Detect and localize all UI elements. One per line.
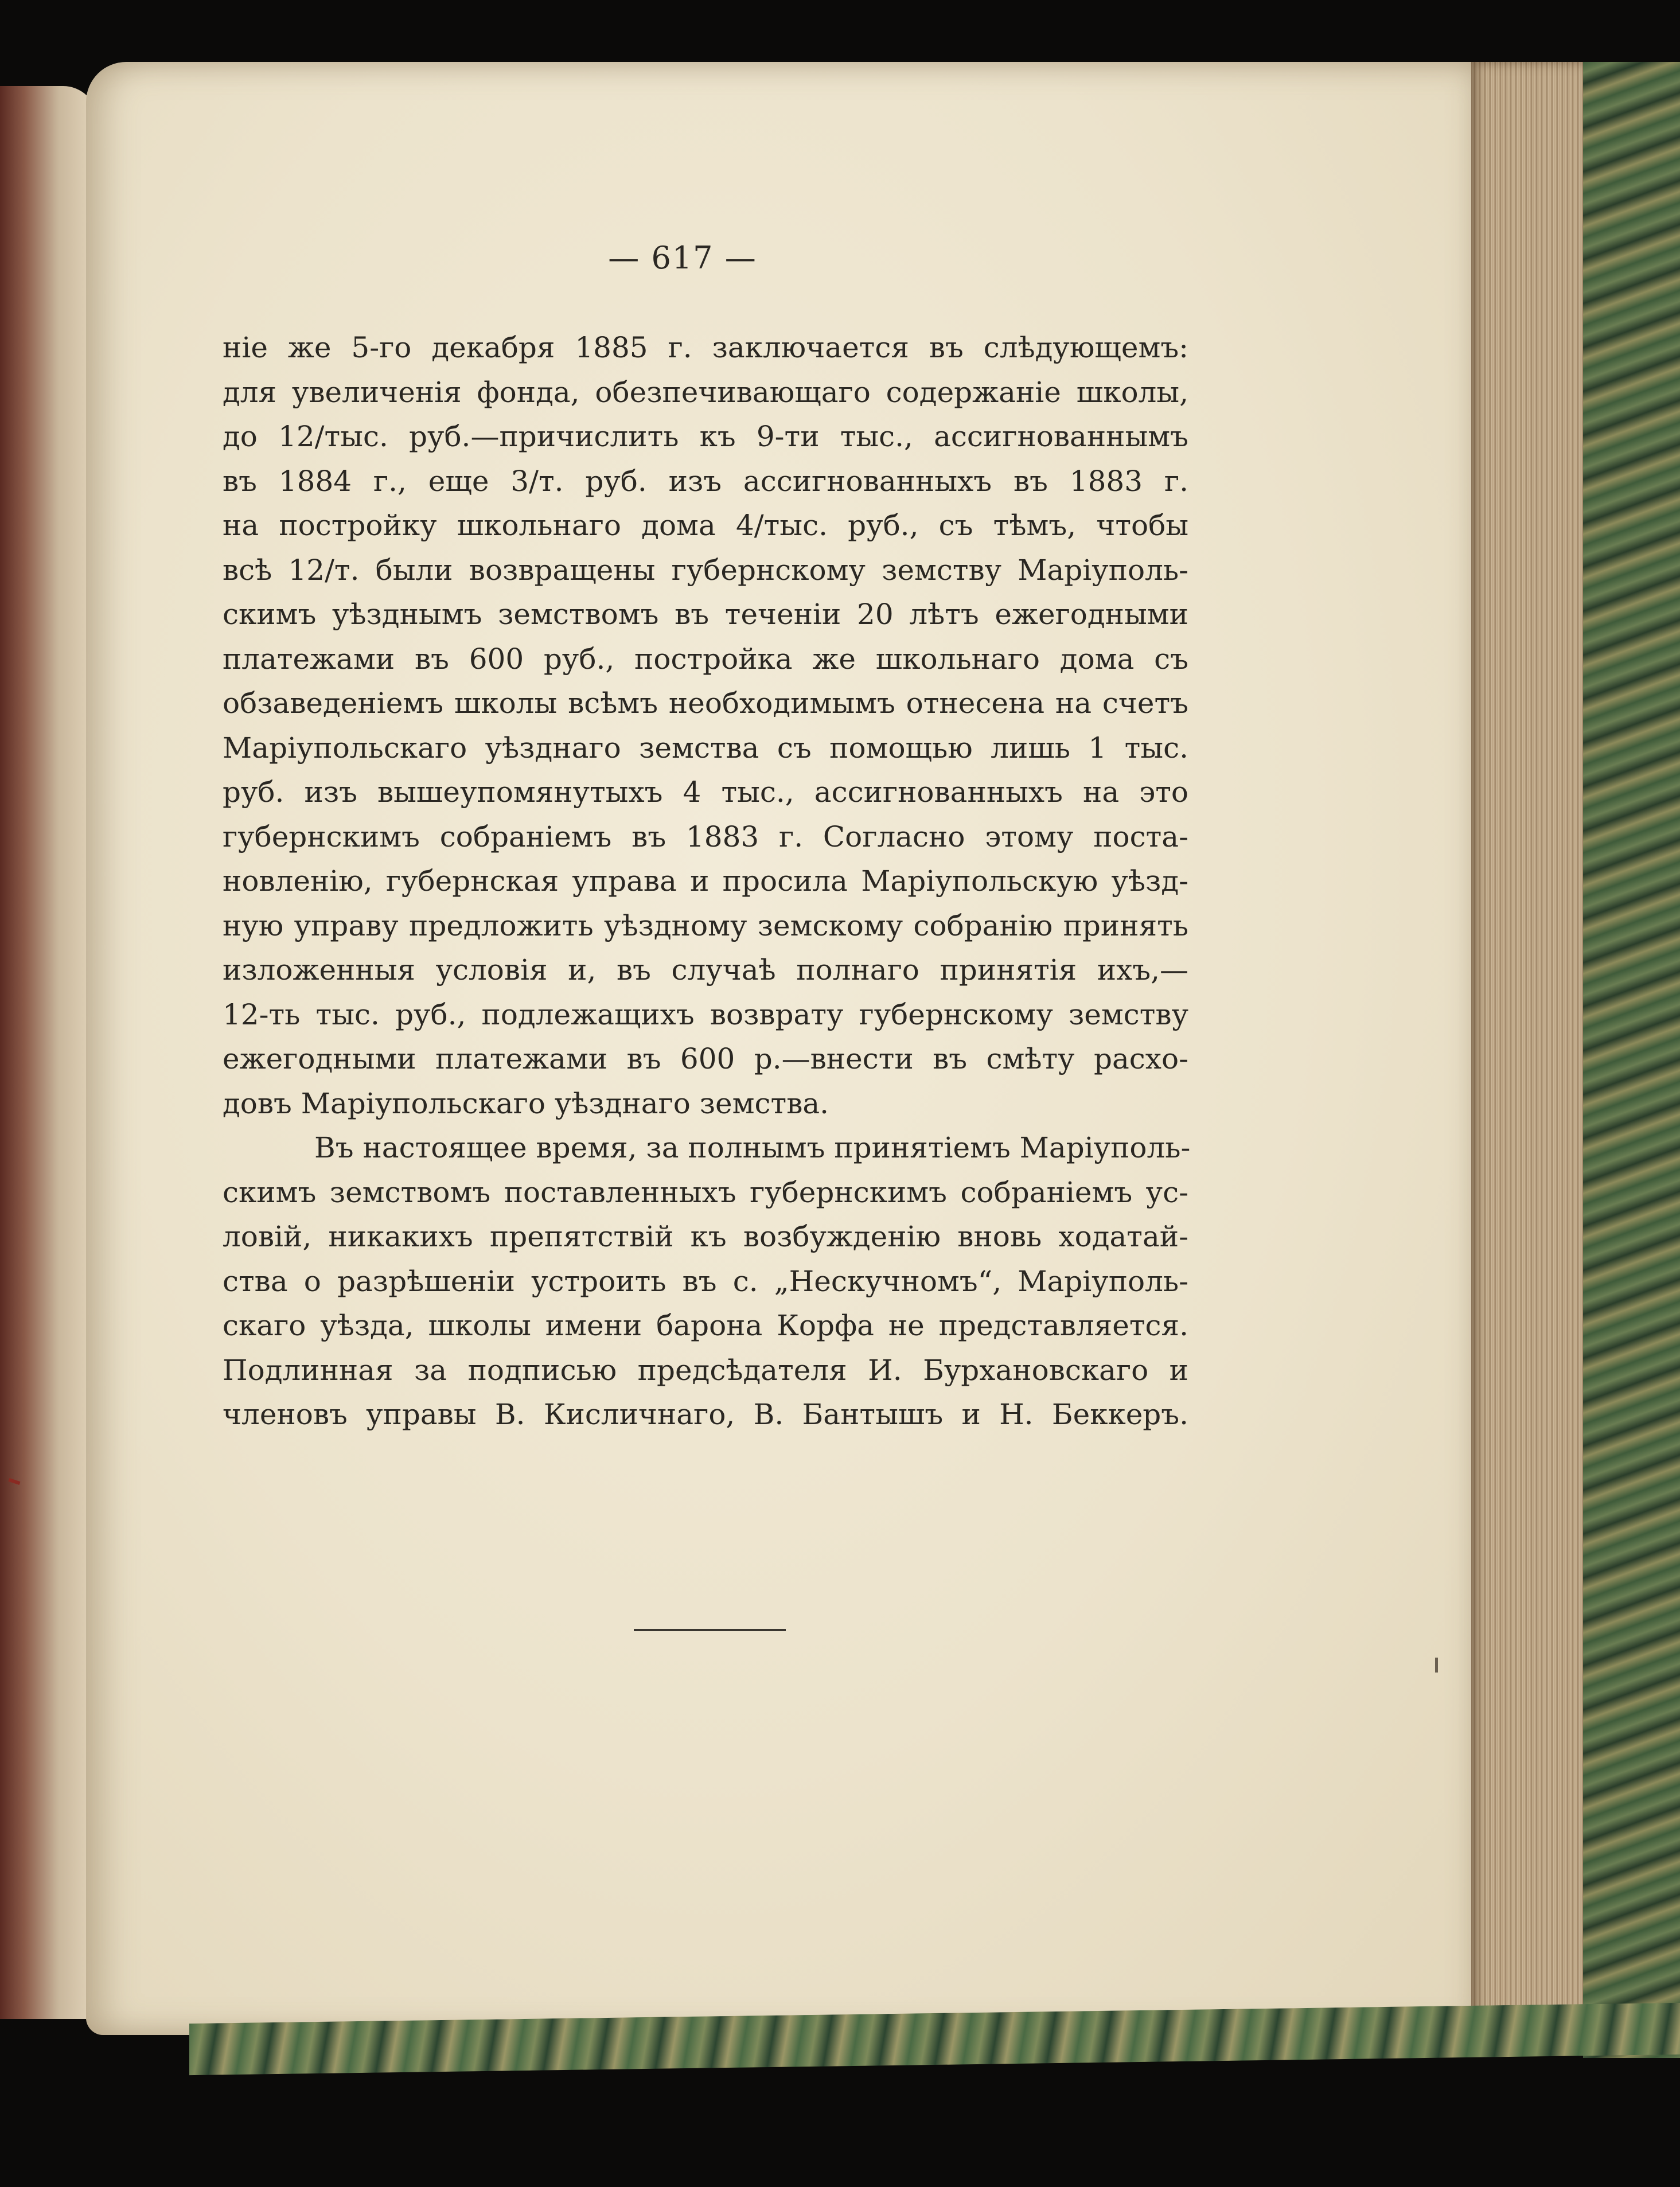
left-page-edge: [0, 86, 98, 2019]
text-line: 12-ть тыс. руб., подлежащихъ возврату губернскому земству: [223, 997, 1188, 1031]
text-line: ніе же 5-го декабря 1885 г. заключается въ слѣдующемъ:: [223, 331, 1188, 364]
section-end-rule: [634, 1629, 786, 1631]
text-line: скаго уѣзда, школы имени барона Корфа не представляется.: [223, 1309, 1188, 1342]
text-line: обзаведеніемъ школы всѣмъ необходимымъ отнесена на счетъ: [223, 687, 1188, 720]
text-line: скимъ земствомъ поставленныхъ губернскимъ собраніемъ ус-: [223, 1175, 1188, 1209]
text-line: ежегодными платежами въ 600 р.—внести въ смѣту расхо-: [223, 1042, 1188, 1075]
text-line: платежами въ 600 руб., постройка же школьнаго дома съ: [223, 642, 1188, 676]
paragraph-start-line: Въ настоящее время, за полнымъ принятіемъ Маріуполь-: [314, 1131, 1191, 1164]
text-line: на постройку школьнаго дома 4/тыс. руб., съ тѣмъ, чтобы: [223, 509, 1188, 542]
text-line: губернскимъ собраніемъ въ 1883 г. Согласно этому поста-: [223, 820, 1188, 853]
marbled-cover: [1583, 62, 1680, 2058]
text-line: ства о разрѣшеніи устроить въ с. „Нескучномъ“, Маріуполь-: [223, 1264, 1188, 1298]
text-line: руб. изъ вышеупомянутыхъ 4 тыс., ассигнованныхъ на это: [223, 775, 1188, 809]
text-line: въ 1884 г., еще 3/т. руб. изъ ассигнованныхъ въ 1883 г.: [223, 464, 1188, 498]
text-line: ную управу предложить уѣздному земскому собранію принять: [223, 909, 1188, 942]
paragraph-end-line: довъ Маріупольскаго уѣзднаго земства.: [223, 1086, 829, 1120]
page-block-edge: [1471, 62, 1586, 2024]
body-text: [223, 326, 1191, 1437]
text-line: изложенныя условія и, въ случаѣ полнаго принятія ихъ,—: [223, 953, 1188, 987]
text-line: для увеличенія фонда, обезпечивающаго содержаніе школы,: [223, 375, 1188, 409]
text-line: всѣ 12/т. были возвращены губернскому земству Маріуполь-: [223, 553, 1188, 587]
text-line: скимъ уѣзднымъ земствомъ въ теченіи 20 лѣтъ ежегодными: [223, 598, 1188, 631]
text-line: новленію, губернская управа и просила Маріупольскую уѣзд-: [223, 864, 1188, 898]
text-line: членовъ управы В. Кисличнаго, В. Бантышъ и Н. Беккеръ.: [223, 1398, 1188, 1431]
text-line: Маріупольскаго уѣзднаго земства съ помощью лишь 1 тыс.: [223, 731, 1188, 765]
stray-ink-mark: [1435, 1658, 1438, 1673]
text-line: Подлинная за подписью предсѣдателя И. Бурхановскаго и: [223, 1353, 1188, 1387]
page-number: — 617 —: [608, 240, 757, 276]
text-line: ловій, никакихъ препятствій къ возбужденію вновь ходатай-: [223, 1220, 1188, 1253]
text-line: до 12/тыс. руб.—причислить къ 9-ти тыс., ассигнованнымъ: [223, 420, 1188, 453]
